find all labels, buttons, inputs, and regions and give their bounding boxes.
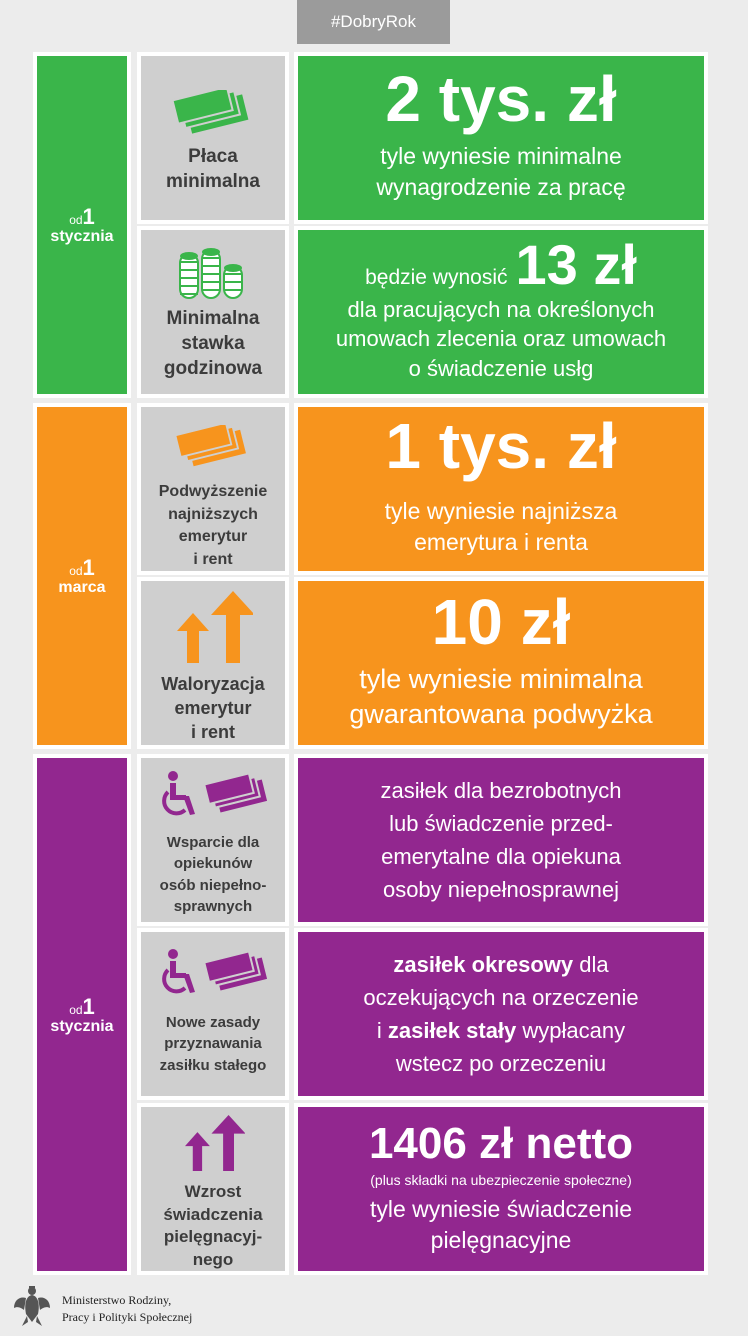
label-text: Nowe zasady przyznawania zasiłku stałego — [159, 1014, 267, 1074]
section-date-march-1 — [33, 403, 131, 749]
wheelchair-money-icon — [159, 768, 267, 820]
hourly-rate-amount: 13 zł — [515, 233, 637, 297]
section-day: 1 — [82, 204, 95, 229]
bold-term: zasiłek okresowy — [393, 952, 574, 977]
minimum-wage-description: tyle wyniesie minimalne wynagrodzenie za pracę — [376, 142, 626, 200]
section-month: stycznia — [50, 1017, 114, 1035]
section-month: stycznia — [50, 228, 114, 245]
minimum-wage-box — [294, 52, 708, 224]
new-allowance-description: zasiłek okresowy dla oczekujących na orzeczenie i zasiłek stały wypłacany wstecz po orzeczeniu — [363, 952, 639, 1076]
care-benefit-description: tyle wyniesie świadczenie pielęgnacyjne — [369, 1196, 633, 1253]
section-date-january-1-b — [33, 754, 131, 1275]
pension-indexation-box — [294, 577, 708, 749]
label-pension-indexation — [137, 577, 289, 749]
label-care-benefit-increase — [137, 1103, 289, 1275]
label-caregiver-support — [137, 754, 289, 926]
ministry-name: Ministerstwo Rodziny, Pracy i Polityki Społecznej — [62, 1292, 193, 1324]
label-lowest-pension-increase — [137, 403, 289, 575]
eagle-emblem-icon — [12, 1284, 52, 1333]
caregiver-support-box — [294, 754, 708, 926]
hourly-rate-prefix: będzie wynosić — [365, 266, 508, 290]
caregiver-support-description: zasiłek dla bezrobotnych lub świadczenie przed- emerytalne dla opiekuna osoby niepełnosprawnej — [380, 778, 622, 902]
label-new-allowance-rules — [137, 928, 289, 1100]
pension-indexation-amount: 10 zł — [431, 585, 571, 658]
bold-term: zasiłek stały — [387, 1018, 517, 1043]
hourly-rate-description: dla pracujących na określonych umowach zlecenia oraz umowach o świadczenie usłg — [335, 297, 667, 381]
arrows-up-icon — [181, 1115, 245, 1171]
lowest-pension-amount: 1 tys. zł — [385, 409, 617, 482]
banknotes-icon — [173, 421, 253, 471]
banknotes-icon — [170, 76, 256, 138]
care-benefit-amount: 1406 zł netto — [368, 1119, 634, 1169]
arrows-up-icon — [173, 589, 253, 663]
new-allowance-box — [294, 928, 708, 1100]
label-text: Wsparcie dla opiekunów osób niepełno- sprawnych — [159, 834, 267, 915]
section-od: od — [69, 564, 83, 578]
wheelchair-money-icon — [159, 946, 267, 998]
lowest-pension-description: tyle wyniesie najniższa emerytura i renta — [384, 497, 618, 555]
lowest-pension-box — [294, 403, 708, 575]
label-text: Minimalna stawka godzinowa — [163, 308, 263, 380]
care-benefit-box — [294, 1103, 708, 1275]
section-od: od — [69, 213, 83, 227]
section-day: 1 — [82, 993, 95, 1019]
label-text: Wzrost świadczenia pielęgnacyj- nego — [163, 1182, 263, 1269]
label-text: Podwyższenie najniższych emerytur i rent — [158, 483, 268, 568]
section-day: 1 — [82, 555, 95, 580]
section-month: marca — [58, 579, 106, 596]
label-text: Płaca minimalna — [166, 146, 260, 193]
care-benefit-note: (plus składki na ubezpieczenie społeczne) — [370, 1172, 632, 1189]
section-date-january-1 — [33, 52, 131, 398]
pension-indexation-description: tyle wyniesie minimalna gwarantowana podwyżka — [349, 663, 653, 729]
hashtag-badge: #DobryRok — [297, 0, 450, 44]
label-minimum-wage — [137, 52, 289, 224]
hourly-rate-box — [294, 226, 708, 398]
label-text: Waloryzacja emerytur i rent — [161, 674, 265, 742]
coins-icon — [177, 244, 249, 302]
minimum-wage-amount: 2 tys. zł — [385, 62, 617, 135]
section-od: od — [69, 1002, 83, 1017]
label-minimum-hourly-rate — [137, 226, 289, 398]
footer — [12, 1284, 192, 1333]
